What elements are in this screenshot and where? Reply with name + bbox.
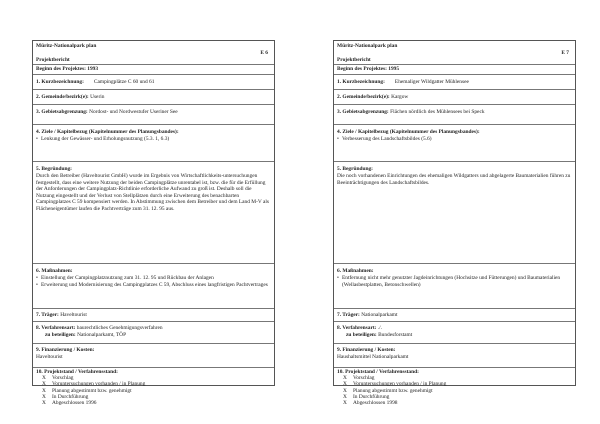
section-10-status-list-left [42, 375, 145, 406]
status-text: Planung abgestimmt bzw. genehmigt [52, 387, 132, 394]
status-mark: X [42, 387, 46, 394]
section-6-label: 6. Maßnahmen: [36, 268, 73, 274]
report-subtitle: Projektbericht [36, 57, 70, 63]
section-9-value: Haveltourist [36, 354, 63, 360]
status-mark: X [343, 375, 347, 381]
section-8b-value: Nationalparkamt, TÖP [77, 332, 127, 338]
section-7-sponsor [334, 309, 575, 322]
section-2-label: 2. Gemeinde/bezirk(e): [36, 94, 89, 100]
section-10-label: 10. Projektstand / Verfahrensstand: [337, 369, 419, 375]
status-text: Vorschlag [52, 375, 74, 381]
report-title: Müritz-Nationalpark plan [337, 43, 398, 49]
section-2-municipality [334, 90, 575, 105]
project-report-page-e7 [333, 40, 576, 386]
section-2-municipality [33, 90, 274, 105]
status-text: Voruntersuchungen vorhanden / in Planung [52, 381, 146, 388]
section-8-label: 8. Verfahrensart: [337, 325, 377, 331]
section-10-label: 10. Projektstand / Verfahrensstand: [36, 369, 118, 375]
report-code: E 7 [561, 50, 569, 56]
section-4-label: 4. Ziele / Kapitelbezug (Kapitelnummer des Planungsbandes): [36, 129, 179, 135]
section-5-reason [33, 162, 274, 264]
project-begin: Beginn des Projektes: 1993 [36, 66, 99, 72]
status-text: In Durchführung [52, 393, 89, 400]
section-5-text: Die noch vorhandenen Einrichtungen des ehemaligen Wildgatters und abgelagerte Baumaterialien führen zu Beeinträchtigungen des Landschaftsbildes. [337, 173, 571, 186]
section-6-list [36, 275, 271, 288]
section-7-value: Nationalparkamt [361, 312, 398, 318]
section-3-area [334, 105, 575, 125]
section-5-text: Durch den Betreiber (Haveltourist GmbH) wurde im Ergebnis von Wirtschaftlichkeits-untersuchungen festgestellt, dass eine weitere Nutzung der beiden Campingplätze unrentabel ist, bzw. die für die Erfüllung der Anforderungen der Campingplatz-Richtlinie erforderliche Aufwand zu groß ist. Deshalb soll die Nutzung eingestellt und der Verlust von Stellplätzen durch eine Erweiterung des benachbarten Campingplatzes C 59 kompensiert werden. In Abstimmung zwischen dem Betreiber und dem Land M-V als Flächeneigentümer laufen die Pachtverträge zum 31. 12. 95 aus. [36, 173, 269, 212]
section-8-procedure [33, 322, 274, 344]
section-9-label: 9. Finanzierung / Kosten: [337, 347, 396, 353]
section-5-label: 5. Begründung: [337, 166, 373, 172]
section-9-financing [33, 344, 274, 368]
section-1-label: 1. Kurzbezeichnung: [337, 79, 385, 85]
section-9-value: Haushaltsmittel Nationalparkamt [337, 354, 409, 360]
project-begin: Beginn des Projektes: 1995 [337, 66, 400, 72]
status-mark: X [343, 381, 347, 388]
section-2-value: Userin [90, 94, 105, 100]
list-item: • Entfernung nicht mehr genutzter Jagdeinrichtungen (Hochsitze und Fütterungen) und Baumaterialien (Wellasbestplatten, Betonschwellen) [337, 275, 572, 288]
section-8-value: baurechtliches Genehmigungsverfahren [76, 325, 163, 331]
section-7-label: 7. Träger: [337, 312, 360, 318]
section-7-value: Haveltourist [60, 312, 87, 318]
section-2-label: 2. Gemeinde/bezirk(e): [337, 94, 390, 100]
status-item [42, 400, 145, 406]
status-mark: X [42, 400, 46, 407]
status-item [343, 400, 446, 406]
report-subtitle: Projektbericht [337, 57, 371, 63]
project-report-page-e6 [32, 40, 275, 386]
section-1-short-name [33, 75, 274, 90]
report-header [334, 41, 575, 65]
status-mark: X [343, 393, 347, 400]
section-1-value: Ehemaliger Wildgatter Mühlensee [394, 79, 469, 85]
section-4-list [337, 136, 572, 143]
section-6-list [337, 275, 572, 288]
section-5-label: 5. Begründung: [36, 166, 72, 172]
section-4-goals [334, 125, 575, 162]
list-item: • Erweiterung und Modernisierung des Campingplatzes C 59, Abschluss eines langfristigen Pachtvertrages [36, 282, 271, 289]
section-4-label: 4. Ziele / Kapitelbezug (Kapitelnummer des Planungsbandes): [337, 129, 480, 135]
list-item: • Einstellung der Campingplatznutzung zum 31. 12. 95 und Rückbau der Anlagen [36, 275, 271, 282]
status-mark: X [343, 387, 347, 394]
section-3-area [33, 105, 274, 125]
report-header [33, 41, 274, 65]
section-6-measures [33, 264, 274, 309]
section-1-label: 1. Kurzbezeichnung: [36, 79, 84, 85]
status-text: Vorschlag [353, 375, 375, 381]
status-mark: X [343, 400, 347, 407]
section-1-short-name [334, 75, 575, 90]
status-text: Voruntersuchungen vorhanden / in Planung [353, 381, 447, 388]
project-begin-row [33, 65, 274, 75]
section-3-value: Flächen nördlich des Mühlensees bei Speck [390, 109, 485, 115]
section-8b-label: zu beteiligen: [45, 332, 76, 338]
section-9-financing [334, 344, 575, 368]
status-mark: X [42, 393, 46, 400]
status-mark: X [42, 375, 46, 381]
section-1-value: Campingplätze C 60 und 61 [93, 79, 155, 85]
section-4-goals [33, 125, 274, 162]
section-8-procedure [334, 322, 575, 344]
status-text: In Durchführung [353, 393, 390, 400]
section-6-measures [334, 264, 575, 309]
section-7-label: 7. Träger: [36, 312, 59, 318]
status-text: Abgeschlossen 1998 [353, 400, 398, 407]
section-3-label: 3. Gebietsabgrenzung: [36, 109, 88, 115]
section-7-sponsor [33, 309, 274, 322]
section-5-reason [334, 162, 575, 264]
section-3-value: Nordost- und Nordwestufer Useriner See [89, 109, 178, 115]
section-8-value: ./. [377, 325, 382, 331]
section-2-value: Kargow [391, 94, 409, 100]
report-code: E 6 [260, 50, 268, 56]
section-3-label: 3. Gebietsabgrenzung: [337, 109, 389, 115]
section-9-label: 9. Finanzierung / Kosten: [36, 347, 95, 353]
section-8b-label: zu beteiligen: [346, 332, 377, 338]
section-10-status-list-right [343, 375, 446, 406]
section-8-label: 8. Verfahrensart: [36, 325, 76, 331]
status-mark: X [42, 381, 46, 388]
section-8b-value: Bundesforstamt [378, 332, 413, 338]
list-item: • Lenkung der Gewässer- und Erholungsnutzung (5.3. 1, 6.3) [36, 136, 271, 143]
section-4-list [36, 136, 271, 143]
report-title: Müritz-Nationalpark plan [36, 43, 97, 49]
status-text: Planung abgestimmt bzw. genehmigt [353, 387, 433, 394]
project-begin-row [334, 65, 575, 75]
section-6-label: 6. Maßnahmen: [337, 268, 374, 274]
status-text: Abgeschlossen 1996 [52, 400, 97, 407]
list-item: • Verbesserung des Landschaftsbildes (5.6) [337, 136, 572, 143]
